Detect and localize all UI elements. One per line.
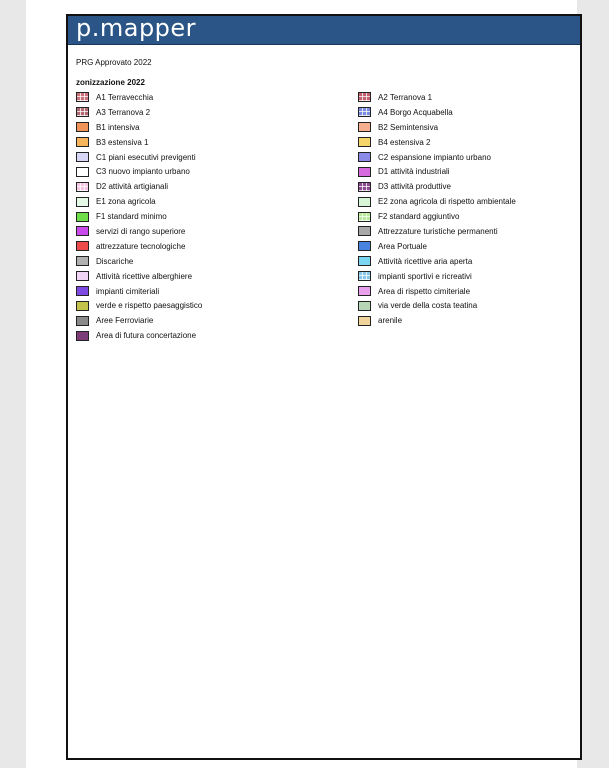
legend-column-left bbox=[76, 90, 202, 343]
legend-label: Area di futura concertazione bbox=[96, 331, 197, 341]
legend-label: Discariche bbox=[96, 256, 134, 266]
map-subtitle: PRG Approvato 2022 bbox=[76, 58, 152, 67]
legend-label: E2 zona agricola di rispetto ambientale bbox=[378, 197, 516, 207]
legend-label: D1 attività industriali bbox=[378, 167, 450, 177]
legend-label: impianti cimiteriali bbox=[96, 286, 160, 296]
legend-label: impianti sportivi e ricreativi bbox=[378, 271, 472, 281]
legend-item bbox=[76, 254, 202, 269]
legend-item bbox=[358, 120, 516, 135]
legend-label: Aree Ferroviarie bbox=[96, 316, 154, 326]
map-frame bbox=[66, 14, 582, 760]
legend-label: via verde della costa teatina bbox=[378, 301, 478, 311]
legend-item bbox=[76, 284, 202, 299]
legend-swatch bbox=[358, 197, 371, 207]
legend-item bbox=[76, 105, 202, 120]
legend-swatch bbox=[76, 316, 89, 326]
legend-item bbox=[358, 239, 516, 254]
legend-label: D2 attività artigianali bbox=[96, 182, 169, 192]
legend-group-title: zonizzazione 2022 bbox=[76, 78, 145, 87]
pmapper-logo: p.mapper bbox=[76, 14, 197, 42]
legend-swatch bbox=[358, 271, 371, 281]
legend-item bbox=[358, 269, 516, 284]
legend-item bbox=[358, 313, 516, 328]
legend-label: Attività ricettive aria aperta bbox=[378, 256, 473, 266]
legend-item bbox=[76, 164, 202, 179]
legend-swatch bbox=[76, 107, 89, 117]
legend-swatch bbox=[76, 167, 89, 177]
legend-swatch bbox=[358, 241, 371, 251]
legend-label: B4 estensiva 2 bbox=[378, 137, 431, 147]
legend-item bbox=[76, 313, 202, 328]
legend-swatch bbox=[76, 182, 89, 192]
legend-label: Area Portuale bbox=[378, 241, 427, 251]
legend-swatch bbox=[76, 331, 89, 341]
legend-label: attrezzature tecnologiche bbox=[96, 241, 186, 251]
legend-swatch bbox=[76, 152, 89, 162]
legend-label: verde e rispetto paesaggistico bbox=[96, 301, 203, 311]
legend-swatch bbox=[358, 182, 371, 192]
legend-item bbox=[358, 179, 516, 194]
legend-swatch bbox=[358, 137, 371, 147]
legend-swatch bbox=[76, 226, 89, 236]
legend-swatch bbox=[358, 167, 371, 177]
legend-label: Area di rispetto cimiteriale bbox=[378, 286, 471, 296]
legend-label: B3 estensiva 1 bbox=[96, 137, 149, 147]
legend-item bbox=[358, 164, 516, 179]
legend-item bbox=[358, 254, 516, 269]
legend-label: A3 Terranova 2 bbox=[96, 107, 151, 117]
legend-swatch bbox=[76, 92, 89, 102]
legend-label: A2 Terranova 1 bbox=[378, 92, 433, 102]
legend-label: C1 piani esecutivi previgenti bbox=[96, 152, 196, 162]
legend-item bbox=[76, 120, 202, 135]
legend-item bbox=[76, 298, 202, 313]
legend-label: F2 standard aggiuntivo bbox=[378, 212, 460, 222]
legend-swatch bbox=[358, 286, 371, 296]
legend-label: servizi di rango superiore bbox=[96, 226, 186, 236]
legend-swatch bbox=[76, 212, 89, 222]
page-sheet bbox=[26, 0, 577, 768]
header-bar bbox=[68, 16, 580, 45]
legend-item bbox=[76, 224, 202, 239]
legend-item bbox=[76, 135, 202, 150]
legend-item bbox=[76, 194, 202, 209]
legend-item bbox=[76, 239, 202, 254]
legend-item bbox=[358, 135, 516, 150]
legend-item bbox=[358, 298, 516, 313]
legend-item bbox=[358, 105, 516, 120]
legend-item bbox=[76, 209, 202, 224]
legend-swatch bbox=[358, 226, 371, 236]
legend-item bbox=[358, 224, 516, 239]
legend-item bbox=[358, 209, 516, 224]
legend-column-right bbox=[358, 90, 516, 328]
legend-label: F1 standard minimo bbox=[96, 212, 167, 222]
legend-swatch bbox=[358, 301, 371, 311]
legend-label: A1 Terravecchia bbox=[96, 92, 154, 102]
legend-item bbox=[76, 179, 202, 194]
legend-swatch bbox=[358, 92, 371, 102]
legend-swatch bbox=[76, 122, 89, 132]
legend-swatch bbox=[76, 301, 89, 311]
legend-item bbox=[358, 150, 516, 165]
legend-item bbox=[76, 328, 202, 343]
legend-item bbox=[76, 269, 202, 284]
legend-swatch bbox=[76, 241, 89, 251]
legend-swatch bbox=[358, 316, 371, 326]
legend-label: A4 Borgo Acquabella bbox=[378, 107, 453, 117]
legend-item bbox=[76, 90, 202, 105]
legend-swatch bbox=[76, 286, 89, 296]
legend-item bbox=[76, 150, 202, 165]
legend-swatch bbox=[76, 271, 89, 281]
legend-label: C2 espansione impianto urbano bbox=[378, 152, 491, 162]
legend-swatch bbox=[76, 137, 89, 147]
legend-swatch bbox=[358, 122, 371, 132]
legend-label: arenile bbox=[378, 316, 403, 326]
legend-label: B1 intensiva bbox=[96, 122, 140, 132]
legend-swatch bbox=[76, 256, 89, 266]
legend-swatch bbox=[76, 197, 89, 207]
legend-swatch bbox=[358, 152, 371, 162]
legend-item bbox=[358, 284, 516, 299]
legend-label: B2 Semintensiva bbox=[378, 122, 439, 132]
legend-item bbox=[358, 194, 516, 209]
legend-swatch bbox=[358, 256, 371, 266]
legend-label: D3 attività produttive bbox=[378, 182, 451, 192]
legend-label: E1 zona agricola bbox=[96, 197, 156, 207]
legend-item bbox=[358, 90, 516, 105]
legend-swatch bbox=[358, 107, 371, 117]
legend-label: Attrezzature turistiche permanenti bbox=[378, 226, 498, 236]
legend-label: C3 nuovo impianto urbano bbox=[96, 167, 190, 177]
legend-swatch bbox=[358, 212, 371, 222]
legend-label: Attività ricettive alberghiere bbox=[96, 271, 193, 281]
